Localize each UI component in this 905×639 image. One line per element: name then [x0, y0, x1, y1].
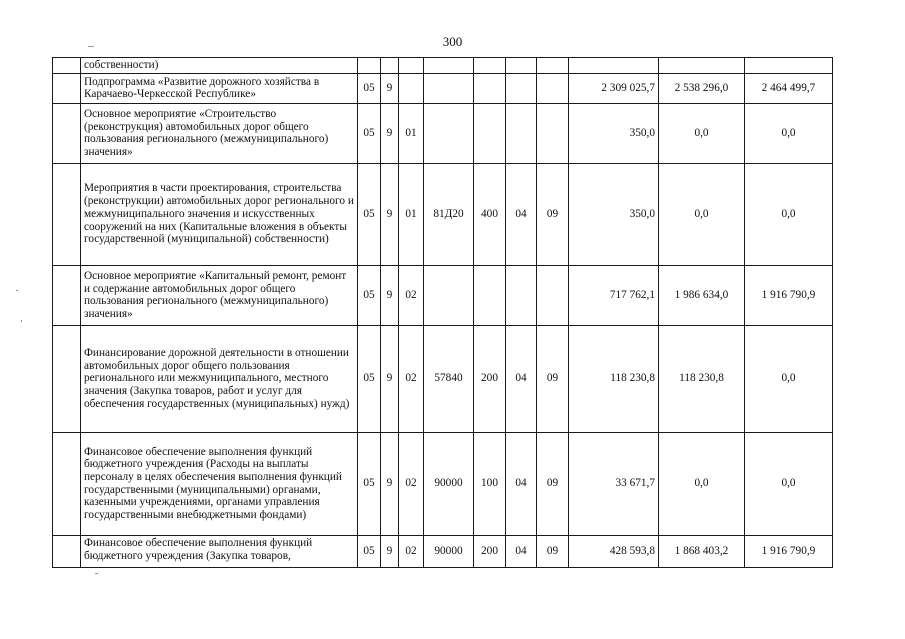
subsection-cell: 09	[537, 432, 569, 535]
expense-name-cell: Подпрограмма «Развитие дорожного хозяйства в Карачаево-Черкесской Республике»	[81, 73, 358, 103]
subsection-cell: 09	[537, 163, 569, 265]
amount-year1-cell: 33 671,7	[569, 432, 659, 535]
amount-year1-cell: 350,0	[569, 163, 659, 265]
program-code-cell: 9	[381, 103, 399, 163]
table-row	[53, 265, 833, 325]
activity-code-cell: 01	[399, 103, 424, 163]
amount-year3-cell: 1 916 790,9	[745, 535, 833, 567]
amount-year1-cell: 428 593,8	[569, 535, 659, 567]
number-cell	[53, 432, 81, 535]
activity-code-cell: 02	[399, 535, 424, 567]
expense-type-cell: 400	[474, 163, 506, 265]
program-code-cell: 9	[381, 325, 399, 432]
program-code-cell	[381, 58, 399, 74]
amount-year2-cell: 118 230,8	[659, 325, 745, 432]
table-row	[53, 58, 833, 74]
expense-name-cell: Основное мероприятие «Капитальный ремонт, ремонт и содержание автомобильных дорог общего пользования регионального (межмуниципального) значения»	[81, 265, 358, 325]
section-cell	[506, 265, 537, 325]
expense-type-cell	[474, 103, 506, 163]
target-article-cell: 90000	[424, 535, 474, 567]
subsection-cell	[537, 103, 569, 163]
amount-year3-cell	[745, 58, 833, 74]
expense-name-cell: Финансовое обеспечение выполнения функций бюджетного учреждения (Расходы на выплаты персоналу в целях обеспечения выполнения функций государственными (муниципальными) органами, казенными учреждениями, органами управления государственными внебюджетными фондами)	[81, 432, 358, 535]
section-cell: 04	[506, 163, 537, 265]
section-cell	[506, 73, 537, 103]
scan-speck	[88, 46, 94, 47]
target-article-cell	[424, 73, 474, 103]
section-cell: 04	[506, 432, 537, 535]
program-code-cell: 9	[381, 535, 399, 567]
target-article-cell	[424, 58, 474, 74]
budget-table	[52, 57, 833, 568]
number-cell	[53, 535, 81, 567]
expense-name-cell: Финансирование дорожной деятельности в отношении автомобильных дорог общего пользования регионального или межмуниципального, местного значения (Закупка товаров, работ и услуг для обеспечения государственных (муниципальных) нужд)	[81, 325, 358, 432]
ministry-code-cell: 05	[358, 265, 381, 325]
program-code-cell: 9	[381, 432, 399, 535]
expense-type-cell: 200	[474, 325, 506, 432]
amount-year3-cell: 0,0	[745, 325, 833, 432]
ministry-code-cell: 05	[358, 432, 381, 535]
amount-year3-cell: 1 916 790,9	[745, 265, 833, 325]
section-cell: 04	[506, 535, 537, 567]
table-row	[53, 163, 833, 265]
amount-year1-cell: 2 309 025,7	[569, 73, 659, 103]
activity-code-cell: 01	[399, 163, 424, 265]
expense-type-cell: 200	[474, 535, 506, 567]
target-article-cell	[424, 103, 474, 163]
expense-type-cell	[474, 58, 506, 74]
table-row	[53, 325, 833, 432]
section-cell: 04	[506, 325, 537, 432]
amount-year3-cell: 2 464 499,7	[745, 73, 833, 103]
activity-code-cell: 02	[399, 432, 424, 535]
amount-year3-cell: 0,0	[745, 103, 833, 163]
amount-year1-cell: 118 230,8	[569, 325, 659, 432]
subsection-cell	[537, 73, 569, 103]
number-cell	[53, 103, 81, 163]
amount-year2-cell: 0,0	[659, 432, 745, 535]
number-cell	[53, 163, 81, 265]
ministry-code-cell: 05	[358, 325, 381, 432]
table-row	[53, 73, 833, 103]
subsection-cell	[537, 265, 569, 325]
expense-type-cell	[474, 265, 506, 325]
ministry-code-cell: 05	[358, 103, 381, 163]
ministry-code-cell: 05	[358, 535, 381, 567]
amount-year1-cell	[569, 58, 659, 74]
expense-name-cell: Основное мероприятие «Строительство (реконструкция) автомобильных дорог общего пользования регионального (межмуниципального) значения»	[81, 103, 358, 163]
amount-year2-cell: 0,0	[659, 163, 745, 265]
subsection-cell	[537, 58, 569, 74]
amount-year1-cell: 717 762,1	[569, 265, 659, 325]
activity-code-cell: 02	[399, 325, 424, 432]
subsection-cell: 09	[537, 325, 569, 432]
program-code-cell: 9	[381, 265, 399, 325]
amount-year2-cell: 1 868 403,2	[659, 535, 745, 567]
activity-code-cell: 02	[399, 265, 424, 325]
section-cell	[506, 103, 537, 163]
activity-code-cell	[399, 73, 424, 103]
expense-type-cell	[474, 73, 506, 103]
table-row	[53, 432, 833, 535]
target-article-cell: 57840	[424, 325, 474, 432]
expense-name-cell: собственности)	[81, 58, 358, 74]
table-row	[53, 103, 833, 163]
amount-year2-cell: 2 538 296,0	[659, 73, 745, 103]
number-cell	[53, 73, 81, 103]
subsection-cell: 09	[537, 535, 569, 567]
scan-speck	[95, 573, 98, 574]
ministry-code-cell: 05	[358, 73, 381, 103]
number-cell	[53, 265, 81, 325]
amount-year1-cell: 350,0	[569, 103, 659, 163]
expense-name-cell: Финансовое обеспечение выполнения функций бюджетного учреждения (Закупка товаров,	[81, 535, 358, 567]
amount-year3-cell: 0,0	[745, 432, 833, 535]
activity-code-cell	[399, 58, 424, 74]
scan-speck	[21, 320, 22, 322]
ministry-code-cell	[358, 58, 381, 74]
amount-year2-cell: 0,0	[659, 103, 745, 163]
expense-type-cell: 100	[474, 432, 506, 535]
number-cell	[53, 325, 81, 432]
number-cell	[53, 58, 81, 74]
section-cell	[506, 58, 537, 74]
amount-year3-cell: 0,0	[745, 163, 833, 265]
expense-name-cell: Мероприятия в части проектирования, строительства (реконструкции) автомобильных дорог регионального и межмуниципального значения и искусственных сооружений на них (Капитальные вложения в объекты государственной (муниципальной) собственности)	[81, 163, 358, 265]
ministry-code-cell: 05	[358, 163, 381, 265]
program-code-cell: 9	[381, 73, 399, 103]
target-article-cell	[424, 265, 474, 325]
target-article-cell: 90000	[424, 432, 474, 535]
amount-year2-cell: 1 986 634,0	[659, 265, 745, 325]
amount-year2-cell	[659, 58, 745, 74]
table-row	[53, 535, 833, 567]
program-code-cell: 9	[381, 163, 399, 265]
target-article-cell: 81Д20	[424, 163, 474, 265]
page-number: 300	[442, 34, 463, 49]
scan-speck	[16, 290, 18, 291]
